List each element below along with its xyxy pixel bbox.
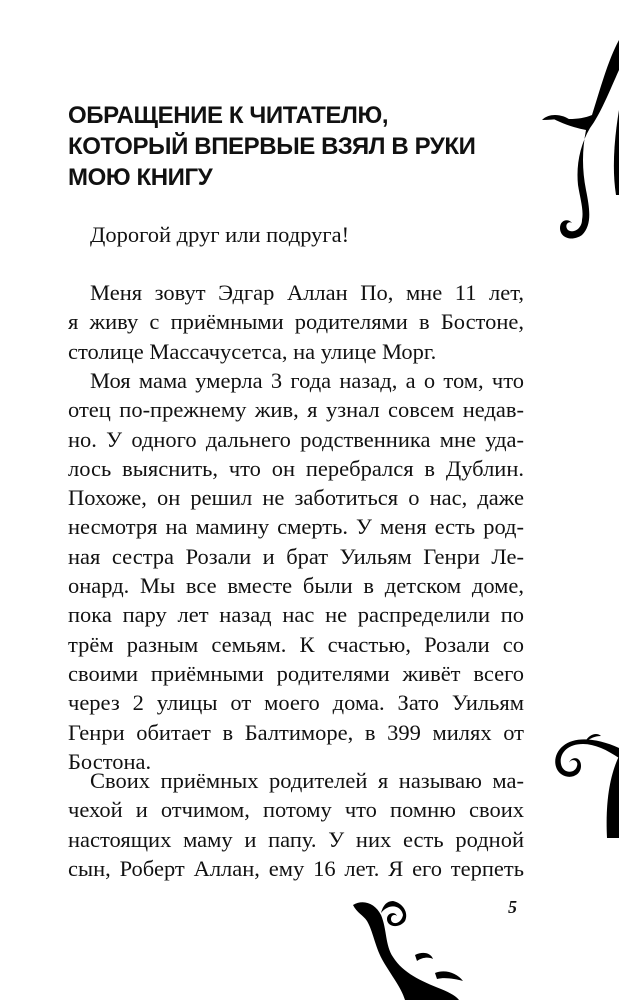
page-number: 5 — [508, 897, 517, 917]
text-line: Бостона. — [68, 748, 152, 774]
text-line: пока пару лет назад нас не распределили по — [68, 602, 524, 628]
paragraph-3 — [68, 766, 524, 883]
text-line: Генри обитает в Балтиморе, в 399 милях от — [68, 719, 524, 745]
text-line: настоящих маму и папу. У них есть родной — [68, 826, 524, 852]
text-line: лось выяснить, что он перебрался в Дублин. — [68, 455, 524, 481]
text-line: Похоже, он решил не заботиться о нас, даже — [68, 485, 524, 511]
text-line: онард. Мы все вместе были в детском доме, — [68, 573, 524, 599]
text-line: чехой и отчимом, потому что помню своих — [68, 797, 524, 823]
top-right-vine-icon — [520, 20, 619, 280]
greeting: Дорогой друг или подруга! — [90, 222, 350, 247]
middle-right-vine-icon — [545, 728, 619, 838]
paragraph-2 — [68, 366, 524, 776]
text-line: я живу с приёмными родителями в Бостоне, — [68, 309, 524, 335]
text-line: Меня зовут Эдгар Аллан По, мне 11 лет, — [90, 280, 524, 305]
text-line: трём разным семьям. К счастью, Розали со — [68, 631, 524, 657]
heading-line: КОТОРЫЙ ВПЕРВЫЕ ВЗЯЛ В РУКИ — [68, 133, 476, 160]
text-line: своими приёмными родителями живёт всего — [68, 660, 524, 686]
text-line: ная сестра Розали и брат Уильям Генри Ле- — [68, 543, 524, 569]
text-line: Своих приёмных родителей я называю ма- — [90, 768, 524, 793]
heading-line: ОБРАЩЕНИЕ К ЧИТАТЕЛЮ, — [68, 102, 389, 129]
chapter-heading — [68, 100, 518, 193]
text-line: столице Массачусетса, на улице Морг. — [68, 338, 437, 364]
text-line: но. У одного дальнего родственника мне уда- — [68, 426, 524, 452]
bottom-vine-icon — [345, 895, 475, 1000]
heading-line: МОЮ КНИГУ — [68, 164, 213, 191]
paragraph-1 — [68, 278, 524, 366]
text-line: сын, Роберт Аллан, ему 16 лет. Я его терпеть — [68, 855, 524, 881]
text-line: Моя мама умерла 3 года назад, а о том, что — [90, 368, 524, 393]
text-line: отец по-прежнему жив, я узнал совсем недав- — [68, 397, 524, 423]
text-line: через 2 улицы от моего дома. Зато Уильям — [68, 690, 524, 716]
text-line: несмотря на мамину смерть. У меня есть род- — [68, 514, 524, 540]
